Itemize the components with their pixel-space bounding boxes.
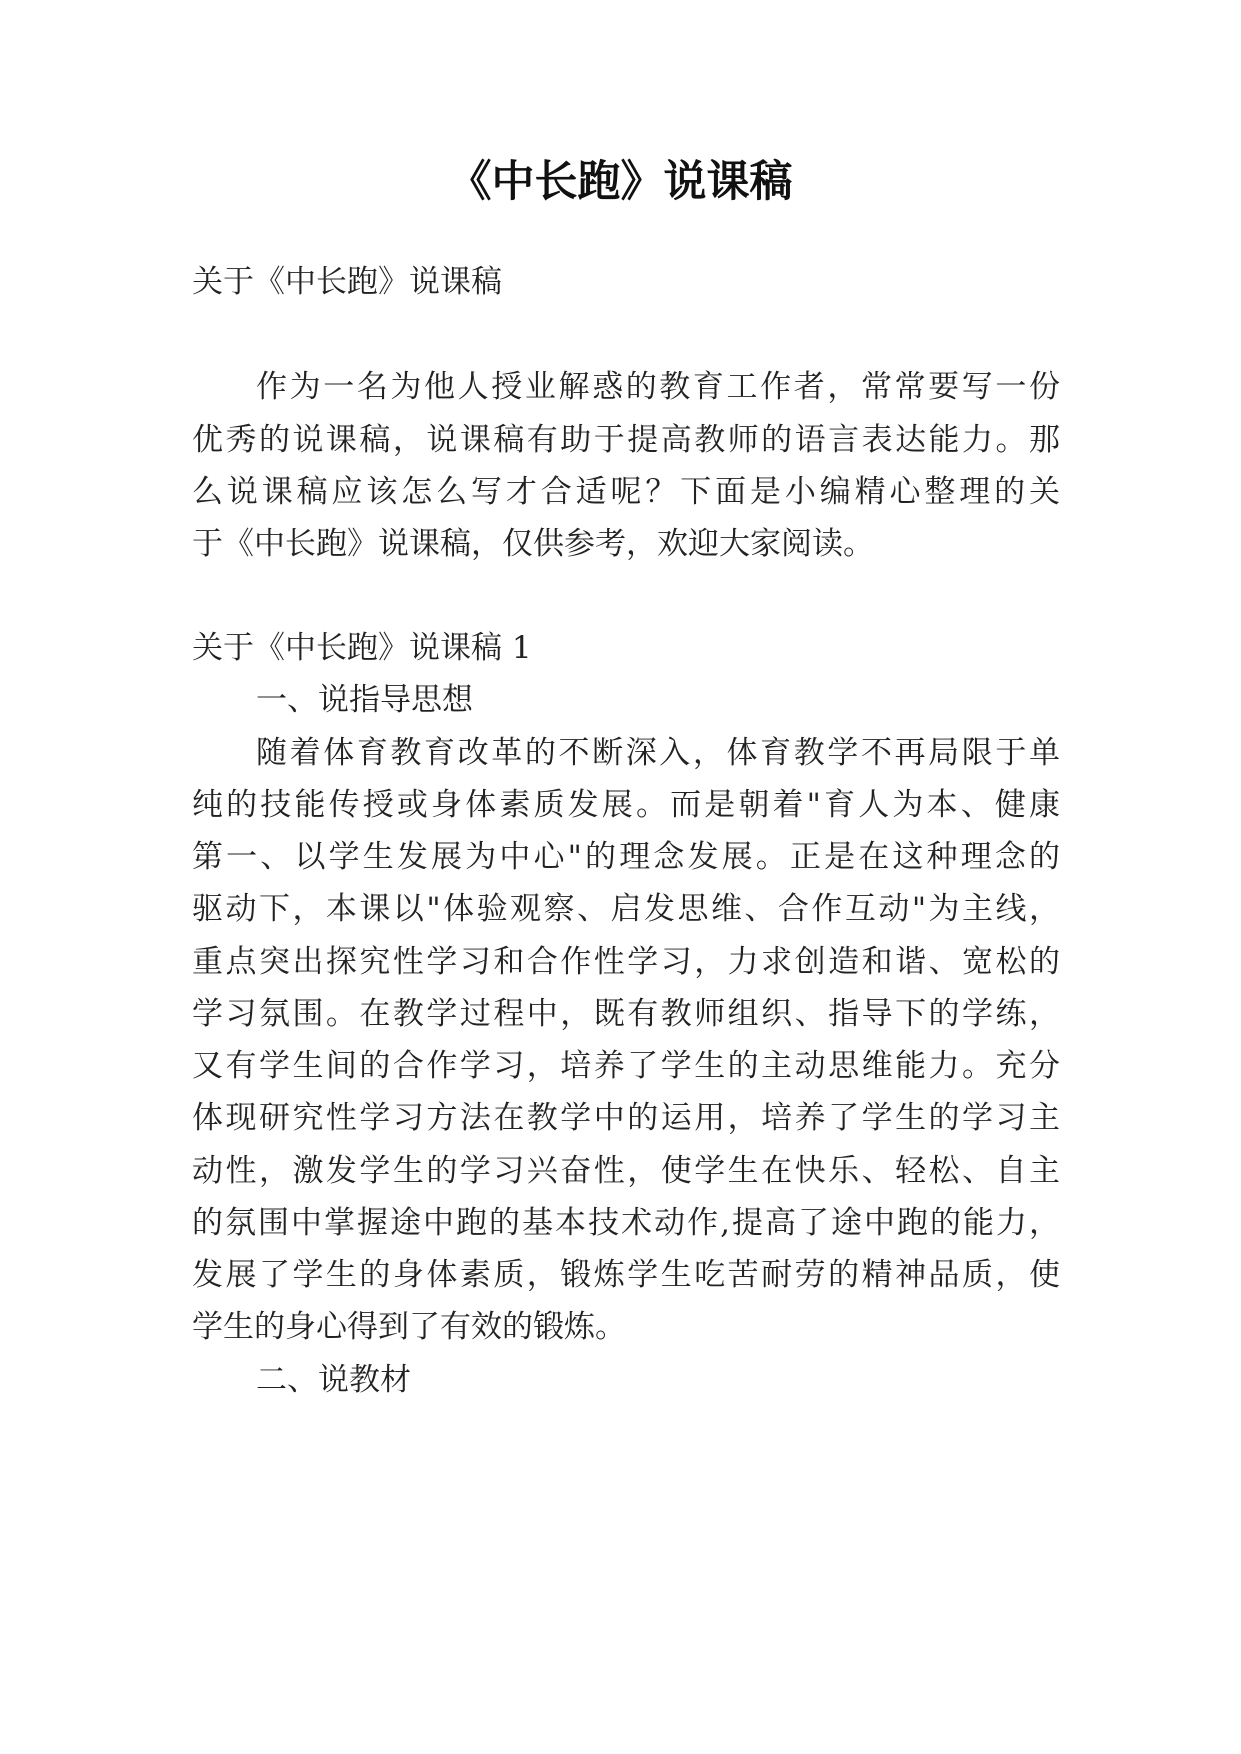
body-line-8: 体现研究性学习方法在教学中的运用，培养了学生的学习主 [192,1100,1060,1136]
body-line-1: 随着体育教育改革的不断深入，体育教学不再局限于单 [256,735,1060,771]
heading-guiding-thought: 一、说指导思想 [256,682,473,718]
section-title: 关于《中长跑》说课稿 1 [192,630,532,666]
body-line-10: 的氛围中掌握途中跑的基本技术动作,提高了途中跑的能力， [192,1205,1060,1241]
document-subtitle: 关于《中长跑》说课稿 [192,264,502,300]
intro-line-4: 于《中长跑》说课稿，仅供参考，欢迎大家阅读。 [192,526,874,562]
intro-line-2: 优秀的说课稿，说课稿有助于提高教师的语言表达能力。那 [192,422,1060,458]
body-line-12: 学生的身心得到了有效的锻炼。 [192,1309,626,1345]
body-line-3: 第一、以学生发展为中心"的理念发展。正是在这种理念的 [192,839,1060,875]
body-line-2: 纯的技能传授或身体素质发展。而是朝着"育人为本、健康 [192,787,1060,823]
body-line-7: 又有学生间的合作学习，培养了学生的主动思维能力。充分 [192,1048,1060,1084]
body-line-9: 动性，激发学生的学习兴奋性，使学生在快乐、轻松、自主 [192,1153,1060,1189]
heading-teaching-material: 二、说教材 [256,1362,411,1398]
intro-line-1: 作为一名为他人授业解惑的教育工作者，常常要写一份 [256,369,1060,405]
body-line-11: 发展了学生的身体素质，锻炼学生吃苦耐劳的精神品质，使 [192,1257,1060,1293]
body-line-6: 学习氛围。在教学过程中，既有教师组织、指导下的学练， [192,996,1060,1032]
document-title: 《中长跑》说课稿 [448,157,793,207]
intro-line-3: 么说课稿应该怎么写才合适呢？下面是小编精心整理的关 [192,474,1060,510]
body-line-4: 驱动下，本课以"体验观察、启发思维、合作互动"为主线， [192,891,1060,927]
body-line-5: 重点突出探究性学习和合作性学习，力求创造和谐、宽松的 [192,944,1060,980]
